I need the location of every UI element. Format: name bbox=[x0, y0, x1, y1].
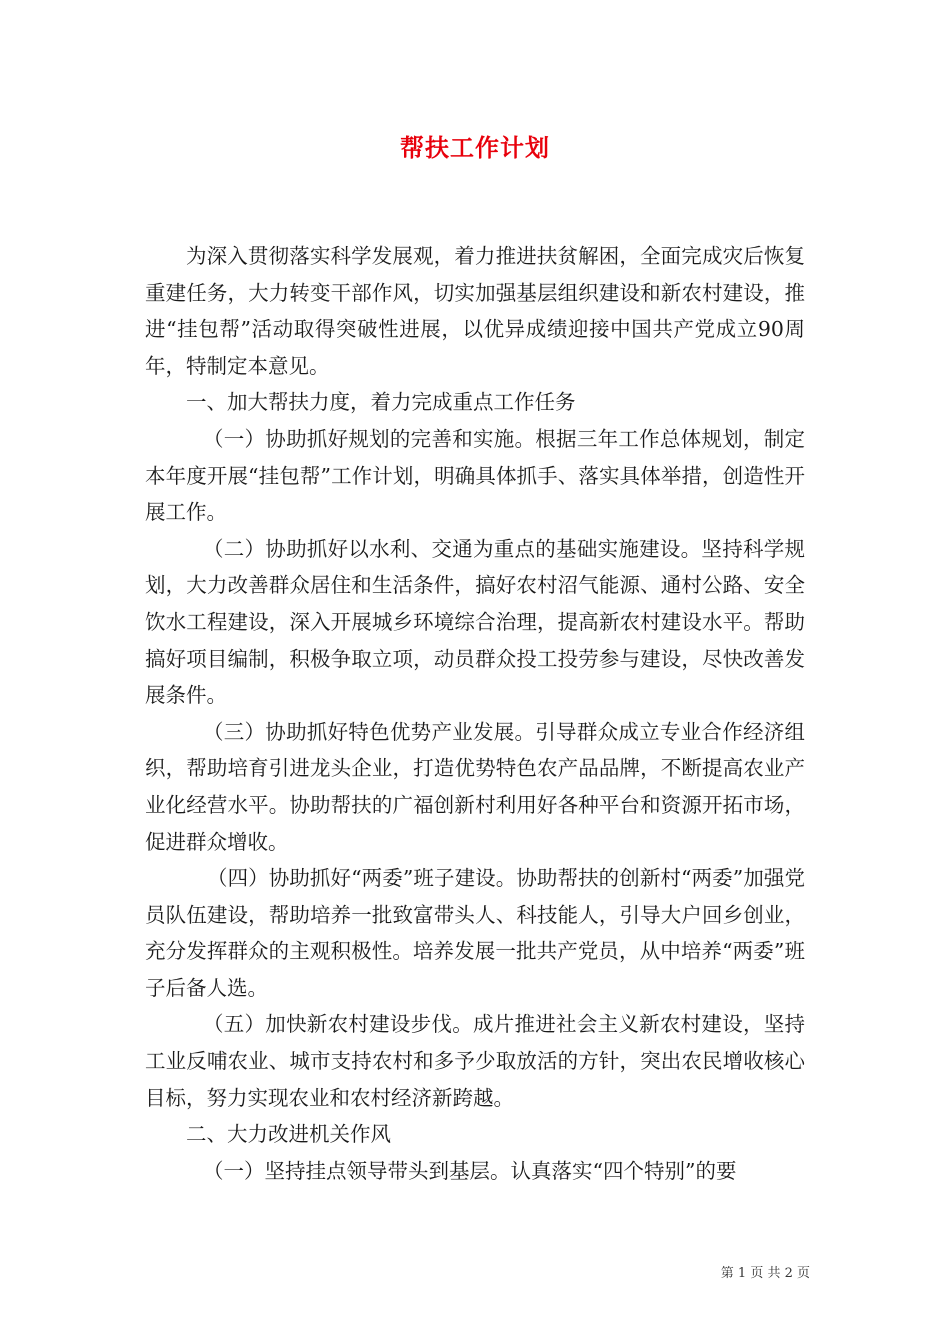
section-heading-2: 二、大力改进机关作风 bbox=[186, 1122, 391, 1147]
paragraph-1-2: （二）协助抓好以水利、交通为重点的基础实施建设。坚持科学规划，大力改善群众居住和生活条件，搞好农村沼气能源、通村公路、安全饮水工程建设，深入开展城乡环境综合治理，提高新农村建设水平。帮助搞好项目编制，积极争取立项，动员群众投工投劳参与建设，尽快改善发展条件。 bbox=[145, 536, 805, 708]
paragraph-1-4: （四）协助抓好“两委”班子建设。协助帮扶的创新村“两委”加强党员队伍建设，帮助培养一批致富带头人、科技能人，引导大户回乡创业，充分发挥群众的主观积极性。培养发展一批共产党员，从中培养“两委”班子后备人选。 bbox=[145, 866, 805, 1000]
paragraph-intro: 为深入贯彻落实科学发展观，着力推进扶贫解困，全面完成灾后恢复重建任务，大力转变干部作风，切实加强基层组织建设和新农村建设，推进“挂包帮”活动取得突破性进展，以优异成绩迎接中国共产党成立90周年，特制定本意见。 bbox=[145, 244, 805, 378]
document-body bbox=[145, 238, 805, 1189]
paragraph-1-5: （五）加快新农村建设步伐。成片推进社会主义新农村建设，坚持工业反哺农业、城市支持农村和多予少取放活的方针，突出农民增收核心目标，努力实现农业和农村经济新跨越。 bbox=[145, 1012, 805, 1110]
paragraph-1-3: （三）协助抓好特色优势产业发展。引导群众成立专业合作经济组织，帮助培育引进龙头企业，打造优势特色农产品品牌，不断提高农业产业化经营水平。协助帮扶的广福创新村利用好各种平台和资源开拓市场，促进群众增收。 bbox=[145, 719, 805, 854]
section-heading-1: 一、加大帮扶力度，着力完成重点工作任务 bbox=[186, 390, 576, 415]
document-title: 帮扶工作计划 bbox=[400, 133, 550, 162]
paragraph-2-1: （一）坚持挂点领导带头到基层。认真落实“四个特别”的要 bbox=[203, 1158, 737, 1183]
paragraph-1-1: （一）协助抓好规划的完善和实施。根据三年工作总体规划，制定本年度开展“挂包帮”工作计划，明确具体抓手、落实具体举措，创造性开展工作。 bbox=[145, 426, 805, 525]
page-number: 第 1 页 共 2 页 bbox=[720, 1266, 810, 1281]
